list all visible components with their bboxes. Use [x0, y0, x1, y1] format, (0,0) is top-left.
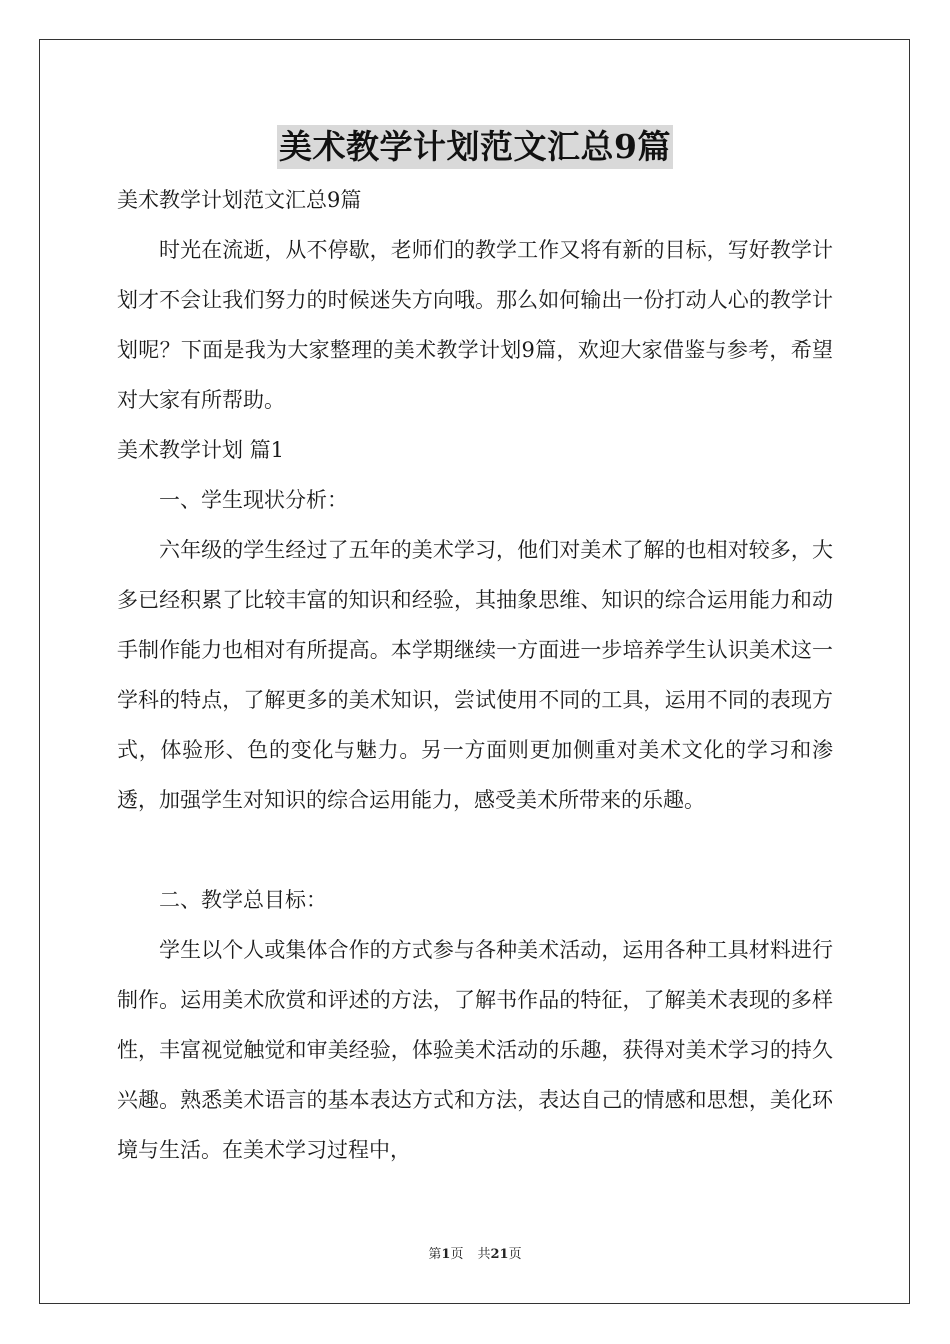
total-prefix: 共 — [477, 1247, 491, 1262]
total-page-number: 21 — [490, 1247, 509, 1262]
intro-paragraph: 时光在流逝，从不停歇，老师们的教学工作又将有新的目标，写好教学计划才不会让我们努力的时候迷失方向哦。那么如何输出一份打动人心的教学计划呢？下面是我为大家整理的美术教学计划9篇，欢迎大家借鉴与参考，希望对大家有所帮助。 — [117, 238, 833, 412]
document-title: 美术教学计划范文汇总9篇 — [277, 125, 673, 169]
part2-heading: 二、教学总目标： — [159, 888, 327, 912]
part1-heading: 一、学生现状分析： — [159, 488, 348, 512]
title-container — [0, 125, 950, 169]
page-footer — [0, 1245, 950, 1265]
document-subtitle: 美术教学计划范文汇总9篇 — [117, 188, 362, 212]
part2-paragraph: 学生以个人或集体合作的方式参与各种美术活动，运用各种工具材料进行制作。运用美术欣赏和评述的方法，了解书作品的特征，了解美术表现的多样性，丰富视觉触觉和审美经验，体验美术活动的乐趣，获得对美术学习的持久兴趣。熟悉美术语言的基本表达方式和方法，表达自己的情感和思想，美化环境与生活。在美术学习过程中， — [117, 938, 833, 1162]
page-suffix: 页 — [450, 1247, 464, 1262]
section-heading: 美术教学计划 篇1 — [117, 438, 285, 462]
total-suffix: 页 — [508, 1247, 522, 1262]
part1-paragraph: 六年级的学生经过了五年的美术学习，他们对美术了解的也相对较多，大多已经积累了比较丰富的知识和经验，其抽象思维、知识的综合运用能力和动手制作能力也相对有所提高。本学期继续一方面进一步培养学生认识美术这一学科的特点，了解更多的美术知识，尝试使用不同的工具，运用不同的表现方式，体验形、色的变化与魅力。另一方面则更加侧重对美术文化的学习和渗透，加强学生对知识的综合运用能力，感受美术所带来的乐趣。 — [117, 538, 833, 812]
current-page-number: 1 — [441, 1247, 451, 1262]
page-prefix: 第 — [428, 1247, 442, 1262]
